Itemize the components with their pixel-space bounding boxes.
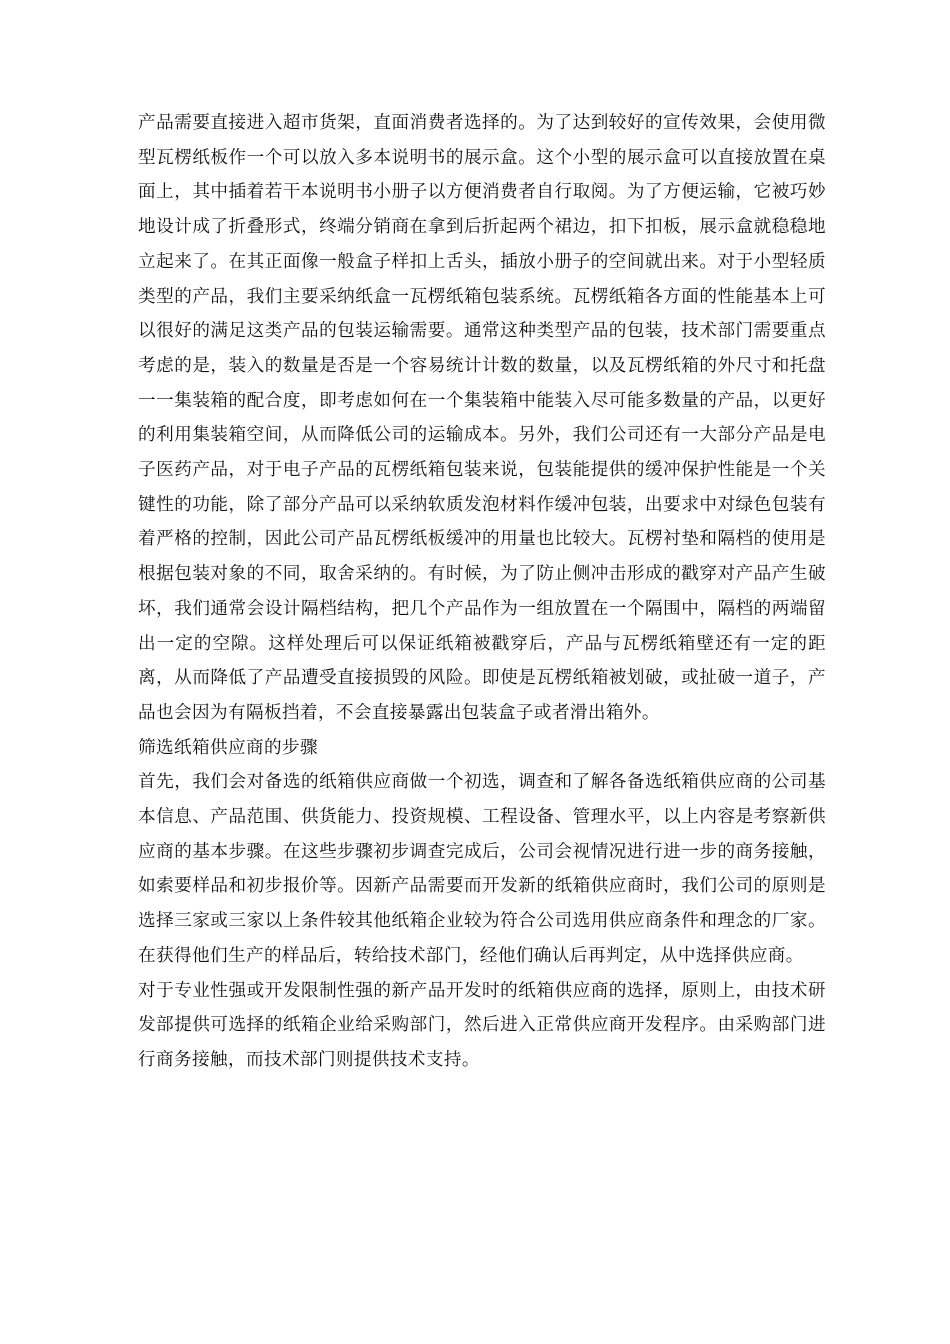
paragraph-specialized-products: 对于专业性强或开发限制性强的新产品开发时的纸箱供应商的选择，原则上，由技术研发部提供可选择的纸箱企业给采购部门，然后进入正常供应商开发程序。由采购部门进行商务接触，而技术部门则提供技术支持。	[138, 980, 826, 1070]
document-body	[138, 106, 826, 1078]
paragraph-supplier-screening: 首先，我们会对备选的纸箱供应商做一个初选，调查和了解各备选纸箱供应商的公司基本信息、产品范围、供货能力、投资规模、工程设备、管理水平，以上内容是考察新供应商的基本步骤。在这些步骤初步调查完成后，公司会视情况进行进一步的商务接触，如索要样品和初步报价等。因新产品需要而开发新的纸箱供应商时，我们公司的原则是选择三家或三家以上条件较其他纸箱企业较为符合公司选用供应商条件和理念的厂家。在获得他们生产的样品后，转给技术部门，经他们确认后再判定，从中选择供应商。	[138, 772, 826, 966]
paragraph-packaging-overview: 产品需要直接进入超市货架，直面消费者选择的。为了达到较好的宣传效果，会使用微型瓦楞纸板作一个可以放入多本说明书的展示盒。这个小型的展示盒可以直接放置在桌面上，其中插着若干本说明书小册子以方便消费者自行取阅。为了方便运输，它被巧妙地设计成了折叠形式，终端分销商在拿到后折起两个裙边，扣下扣板，展示盒就稳稳地立起来了。在其正面像一般盒子样扣上舌头，插放小册子的空间就出来。对于小型轻质类型的产品，我们主要采纳纸盒一瓦楞纸箱包装系统。瓦楞纸箱各方面的性能基本上可以很好的满足这类产品的包装运输需要。通常这种类型产品的包装，技术部门需要重点考虑的是，装入的数量是否是一个容易统计计数的数量，以及瓦楞纸箱的外尺寸和托盘一一集装箱的配合度，即考虑如何在一个集装箱中能装入尽可能多数量的产品，以更好的利用集装箱空间，从而降低公司的运输成本。另外，我们公司还有一大部分产品是电子医药产品，对于电子产品的瓦楞纸箱包装来说，包装能提供的缓冲保护性能是一个关键性的功能，除了部分产品可以采纳软质发泡材料作缓冲包装，出要求中对绿色包装有着严格的控制，因此公司产品瓦楞纸板缓冲的用量也比较大。瓦楞衬垫和隔档的使用是根据包装对象的不同，取舍采纳的。有时候，为了防止侧冲击形成的戳穿对产品产生破坏，我们通常会设计隔档结构，把几个产品作为一组放置在一个隔围中，隔档的两端留出一定的空隙。这样处理后可以保证纸箱被戳穿后，产品与瓦楞纸箱壁还有一定的距离，从而降低了产品遭受直接损毁的风险。即使是瓦楞纸箱被划破，或扯破一道子，产品也会因为有隔板挡着，不会直接暴露出包装盒子或者滑出箱外。	[138, 113, 826, 723]
section-heading-supplier-selection: 筛选纸箱供应商的步骤	[138, 737, 318, 758]
